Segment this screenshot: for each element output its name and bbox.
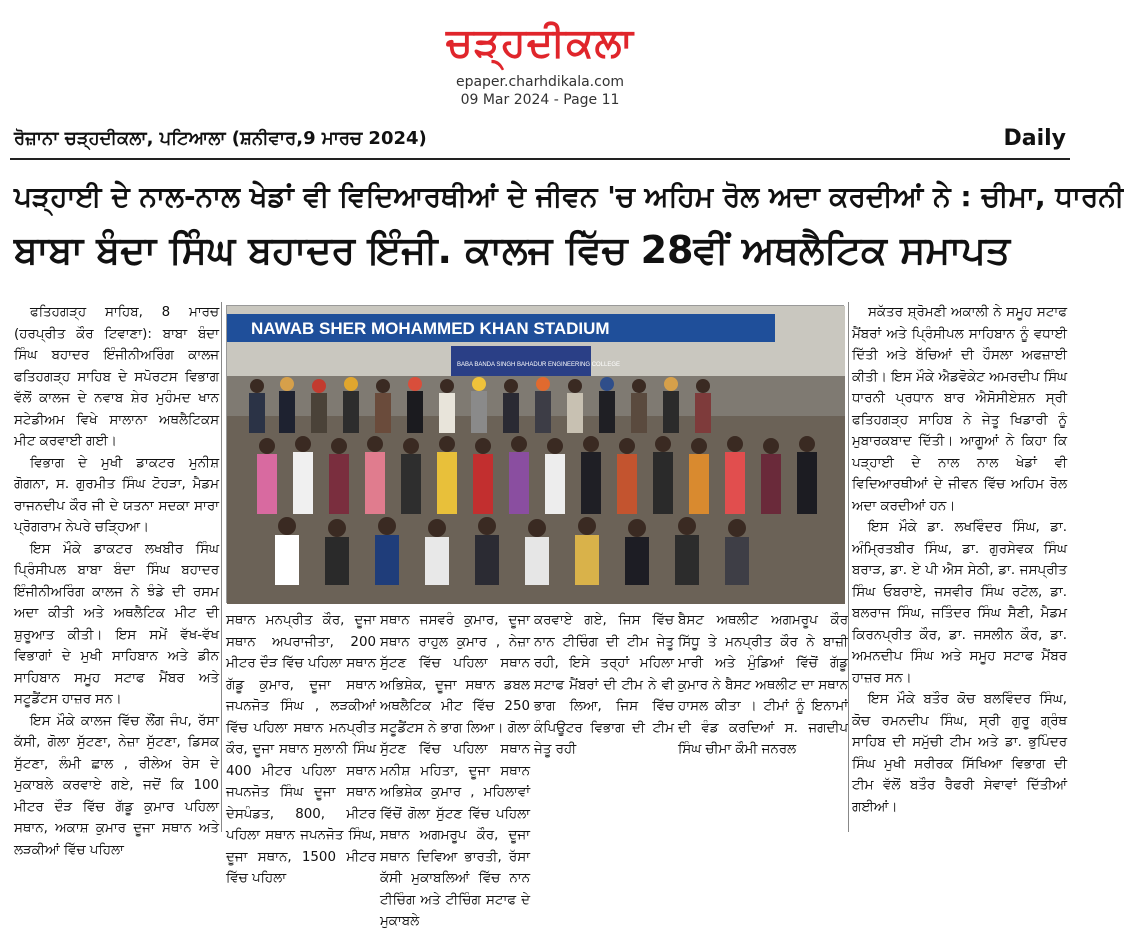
newspaper-logo: ਚੜ੍ਹਦੀਕਲਾ	[446, 20, 634, 66]
article-column-6	[852, 302, 1067, 832]
stadium-sign-text: NAWAB SHER MOHAMMED KHAN STADIUM	[251, 319, 610, 338]
paragraph: ਇਸ ਮੌਕੇ ਬਤੌਰ ਕੋਚ ਬਲਵਿੰਦਰ ਸਿੰਘ, ਕੋਚ ਰਮਨਦੀਪ ਸਿੰਘ, ਸ੍ਰੀ ਗੁਰੂ ਗ੍ਰੰਥ ਸਾਹਿਬ ਦੀ ਸਮੁੱਚੀ ਟੀਮ ਅਤੇ ਡਾ. ਭੁਪਿੰਦਰ ਸਿੰਘ ਮੁਖੀ ਸਰੀਰਕ ਸਿੱਖਿਆ ਵਿਭਾਗ ਦੀ ਟੀਮ ਵੱਲੋਂ ਬਤੌਰ ਰੈਫਰੀ ਸੇਵਾਵਾਂ ਦਿੱਤੀਆਂ ਗਈਆਂ।	[852, 692, 1067, 815]
paragraph: ਫਤਿਹਗੜ੍ਹ ਸਾਹਿਬ, 8 ਮਾਰਚ (ਹਰਪ੍ਰੀਤ ਕੌਰ ਟਿਵਾਣਾ): ਬਾਬਾ ਬੰਦਾ ਸਿੰਘ ਬਹਾਦਰ ਇੰਜੀਨੀਅਰਿੰਗ ਕਾਲਜ ਫਤਿਹਗੜ੍ਹ ਸਾਹਿਬ ਦੇ ਸਪੋਰਟਸ ਵਿਭਾਗ ਵੱਲੋਂ ਕਾਲਜ ਦੇ ਨਵਾਬ ਸ਼ੇਰ ਮੁਹੰਮਦ ਖਾਨ ਸਟੇਡੀਅਮ ਵਿਖੇ ਸਾਲਾਨਾ ਅਥਲੈਟਿਕਸ ਮੀਟ ਕਰਵਾਈ ਗਈ।	[14, 305, 219, 449]
column-divider	[221, 302, 222, 832]
article-column-3: ਸਥਾਨ ਜਸਵਰੰ ਕੁਮਾਰ, ਦੂਜਾ ਸਥਾਨ ਰਾਹੁਲ ਕੁਮਾਰ , ਨੇਜ਼ਾ ਸੁੱਟਣ ਵਿੱਚ ਪਹਿਲਾ ਸਥਾਨ ਅਭਿਸ਼ੇਕ, ਦੂਜਾ ਸਥਾਨ ਡਬਲ ਅਥਲੈਟਿਕ ਮੀਟ ਵਿੱਚ 250 ਸਟੂਡੈਂਟਸ ਨੇ ਭਾਗ ਲਿਆ। ਗੋਲਾ ਸੁੱਟਣ ਵਿੱਚ ਪਹਿਲਾ ਸਥਾਨ ਮਨੀਸ਼ ਮਹਿਤਾ, ਦੂਜਾ ਸਥਾਨ ਅਭਿਸ਼ੇਕ ਕੁਮਾਰ , ਮਹਿਲਾਵਾਂ ਵਿੱਚੋਂ ਗੋਲਾ ਸੁੱਟਣ ਵਿੱਚ ਪਹਿਲਾ ਸਥਾਨ ਅਗਮਰੂਪ ਕੌਰ, ਦੂਜਾ ਸਥਾਨ ਦਿਵਿਆ ਭਾਰਤੀ, ਰੱਸਾ ਕੱਸੀ ਮੁਕਾਬਲਿਆਂ ਵਿੱਚ ਨਾਨ ਟੀਚਿੰਗ ਅਤੇ ਟੀਚਿੰਗ ਸਟਾਫ ਦੇ ਮੁਕਾਬਲੇ	[380, 613, 530, 929]
date-page: 09 Mar 2024 - Page 11	[460, 92, 620, 108]
paper-line: ਰੋਜ਼ਾਨਾ ਚੜ੍ਹਦੀਕਲਾ, ਪਟਿਆਲਾ (ਸ਼ਨੀਵਾਰ,9 ਮਾਰਚ 2024)	[14, 128, 427, 149]
paragraph: ਸਕੱਤਰ ਸ਼੍ਰੋਮਣੀ ਅਕਾਲੀ ਨੇ ਸਮੂਹ ਸਟਾਫ ਮੈਂਬਰਾਂ ਅਤੇ ਪ੍ਰਿੰਸੀਪਲ ਸਾਹਿਬਾਨ ਨੂੰ ਵਧਾਈ ਦਿੱਤੀ ਅਤੇ ਬੱਚਿਆਂ ਦੀ ਹੌਸਲਾ ਅਫਜ਼ਾਈ ਕੀਤੀ। ਇਸ ਮੌਕੇ ਐਡਵੋਕੇਟ ਅਮਰਦੀਪ ਸਿੰਘ ਧਾਰਨੀ ਪ੍ਰਧਾਨ ਬਾਰ ਐਸੋਸੀਏਸ਼ਨ ਸ੍ਰੀ ਫਤਿਹਗੜ੍ਹ ਸਾਹਿਬ ਨੇ ਜੇਤੂ ਖਿਡਾਰੀ ਨੂੰ ਮੁਬਾਰਕਬਾਦ ਦਿੱਤੀ। ਆਗੂਆਂ ਨੇ ਕਿਹਾ ਕਿ ਪੜ੍ਹਾਈ ਦੇ ਨਾਲ ਨਾਲ ਖੇਡਾਂ ਵੀ ਵਿਦਿਆਰਥੀਆਂ ਦੇ ਜੀਵਨ ਵਿੱਚ ਅਹਿਮ ਰੋਲ ਅਦਾ ਕਰਦੀਆਂ ਹਨ।	[852, 305, 1067, 514]
article-column-2: ਸਥਾਨ ਮਨਪ੍ਰੀਤ ਕੌਰ, ਦੂਜਾ ਸਥਾਨ ਅਪਰਾਜੀਤਾ, 200 ਮੀਟਰ ਦੌੜ ਵਿੱਚ ਪਹਿਲਾ ਸਥਾਨ ਗੱਡੂ ਕੁਮਾਰ, ਦੂਜਾ ਸਥਾਨ ਜਪਨਜੋਤ ਸਿੰਘ , ਲੜਕੀਆਂ ਵਿੱਚ ਪਹਿਲਾ ਸਥਾਨ ਮਨਪ੍ਰੀਤ ਕੌਰ, ਦੂਜਾ ਸਥਾਨ ਸੁਲਾਨੀ ਸਿੰਘ 400 ਮੀਟਰ ਪਹਿਲਾ ਸਥਾਨ ਜਪਨਜੋਤ ਸਿੰਘ ਦੂਜਾ ਸਥਾਨ ਦੇਸਪੰਡਤ, 800, ਮੀਟਰ ਪਹਿਲਾ ਸਥਾਨ ਜਪਨਜੋਤ ਸਿੰਘ, ਦੂਜਾ ਸਥਾਨ, 1500 ਮੀਟਰ ਵਿੱਚ ਪਹਿਲਾ	[226, 613, 376, 886]
epaper-url[interactable]: epaper.charhdikala.com	[455, 74, 625, 90]
headline-top: ਪੜ੍ਹਾਈ ਦੇ ਨਾਲ-ਨਾਲ ਖੇਡਾਂ ਵੀ ਵਿਦਿਆਰਥੀਆਂ ਦੇ ਜੀਵਨ 'ਚ ਅਹਿਮ ਰੋਲ ਅਦਾ ਕਰਦੀਆਂ ਨੇ : ਚੀਮਾ, ਧਾਰਨੀ	[14, 180, 1124, 213]
column-divider	[848, 302, 849, 832]
paragraph: ਵਿਭਾਗ ਦੇ ਮੁਖੀ ਡਾਕਟਰ ਮੁਨੀਸ਼ ਗੋਗਨਾ, ਸ. ਗੁਰਮੀਤ ਸਿੰਘ ਟੋਹੜਾ, ਮੈਡਮ ਰਾਜਨਦੀਪ ਕੌਰ ਜੀ ਦੇ ਯਤਨਾ ਸਦਕਾ ਸਾਰਾ ਪ੍ਰੋਗਰਾਮ ਨੇਪਰੇ ਚੜ੍ਹਿਆ।	[14, 455, 219, 535]
paragraph: ਇਸ ਮੌਕੇ ਡਾ. ਲਖਵਿੰਦਰ ਸਿੰਘ, ਡਾ. ਅੰਮ੍ਰਿਤਬੀਰ ਸਿੰਘ, ਡਾ. ਗੁਰਸੇਵਕ ਸਿੰਘ ਬਰਾੜ, ਡਾ. ਏ ਪੀ ਐਸ ਸੇਠੀ, ਡਾ. ਜਸਪ੍ਰੀਤ ਸਿੰਘ ਓਬਰਾਏ, ਜਸਵੀਰ ਸਿੰਘ ਰਟੋਲ, ਡਾ. ਬਲਰਾਜ ਸਿੰਘ, ਜਤਿੰਦਰ ਸਿੰਘ ਸੈਣੀ, ਮੈਡਮ ਕਿਰਨਪ੍ਰੀਤ ਕੌਰ, ਡਾ. ਜਸਲੀਨ ਕੌਰ, ਡਾ. ਅਮਨਦੀਪ ਸਿੰਘ ਅਤੇ ਸਮੂਹ ਸਟਾਫ ਮੈਂਬਰ ਹਾਜ਼ਰ ਸਨ।	[852, 520, 1067, 686]
edition-label: Daily	[1003, 126, 1066, 151]
college-banner-text: BABA BANDA SINGH BAHADUR ENGINEERING COLLEGE	[457, 362, 621, 368]
paragraph: ਇਸ ਮੌਕੇ ਡਾਕਟਰ ਲਖਬੀਰ ਸਿੰਘ ਪ੍ਰਿੰਸੀਪਲ ਬਾਬਾ ਬੰਦਾ ਸਿੰਘ ਬਹਾਦਰ ਇੰਜੀਨੀਅਰਿੰਗ ਕਾਲਜ ਨੇ ਝੰਡੇ ਦੀ ਰਸਮ ਅਦਾ ਕੀਤੀ ਅਤੇ ਅਥਲੈਟਿਕ ਮੀਟ ਦੀ ਸ਼ੁਰੂਆਤ ਕੀਤੀ। ਇਸ ਸਮੇਂ ਵੱਖ-ਵੱਖ ਵਿਭਾਗਾਂ ਦੇ ਮੁਖੀ ਸਾਹਿਬਾਨ ਅਤੇ ਡੀਨ ਸਾਹਿਬਾਨ ਸਮੂਹ ਸਟਾਫ ਮੈਂਬਰ ਅਤੇ ਸਟੂਡੈਂਟਸ ਹਾਜ਼ਰ ਸਨ।	[14, 541, 219, 707]
group-photo-image	[227, 306, 845, 604]
article-column-1	[14, 302, 219, 858]
header-rule	[10, 158, 1070, 160]
article-column-5: ਬੈਸਟ ਅਥਲੀਟ ਅਗਮਰੂਪ ਕੌਰ ਸਿੱਧੂ ਤੇ ਮਨਪ੍ਰੀਤ ਕੌਰ ਨੇ ਬਾਜ਼ੀ ਮਾਰੀ ਅਤੇ ਮੁੰਡਿਆਂ ਵਿੱਚੋਂ ਗੱਡੂ ਕੁਮਾਰ ਨੇ ਬੈਸਟ ਅਥਲੀਟ ਦਾ ਸਥਾਨ ਹਾਸਲ ਕੀਤਾ । ਟੀਮਾਂ ਨੂੰ ਇਨਾਮਾਂ ਦੀ ਵੰਡ ਕਰਦਿਆਂ ਸ. ਜਗਦੀਪ ਸਿੰਘ ਚੀਮਾ ਕੌਮੀ ਜਨਰਲ	[678, 613, 848, 757]
paragraph: ਇਸ ਮੌਕੇ ਕਾਲਜ ਵਿੱਚ ਲੌਂਗ ਜੰਪ, ਰੱਸਾ ਕੱਸੀ, ਗੋਲਾ ਸੁੱਟਣਾ, ਨੇਜ਼ਾ ਸੁੱਟਣਾ, ਡਿਸਕ ਸੁੱਟਣਾ, ਲੰਮੀ ਛਾਲ , ਰੀਲੇਅ ਰੇਸ ਦੇ ਮੁਕਾਬਲੇ ਕਰਵਾਏ ਗਏ, ਜਦੋਂ ਕਿ 100 ਮੀਟਰ ਦੌੜ ਵਿੱਚ ਗੱਡੂ ਕੁਮਾਰ ਪਹਿਲਾ ਸਥਾਨ, ਅਕਾਸ਼ ਕੁਮਾਰ ਦੂਜਾ ਸਥਾਨ ਅਤੇ ਲੜਕੀਆਂ ਵਿੱਚ ਪਹਿਲਾ	[14, 713, 219, 858]
headline-main: ਬਾਬਾ ਬੰਦਾ ਸਿੰਘ ਬਹਾਦਰ ਇੰਜੀ. ਕਾਲਜ ਵਿੱਚ 28ਵੀਂ ਅਥਲੈਟਿਕ ਸਮਾਪਤ	[14, 228, 1011, 272]
event-photo	[226, 305, 844, 603]
article-column-4: ਕਰਵਾਏ ਗਏ, ਜਿਸ ਵਿੱਚ ਨਾਨ ਟੀਚਿੰਗ ਦੀ ਟੀਮ ਜੇਤੂ ਰਹੀ, ਇਸੇ ਤਰ੍ਹਾਂ ਮਹਿਲਾ ਸਟਾਫ ਮੈਂਬਰਾਂ ਦੀ ਟੀਮ ਨੇ ਵੀ ਭਾਗ ਲਿਆ, ਜਿਸ ਵਿੱਚ ਕੰਪਿਊਟਰ ਵਿਭਾਗ ਦੀ ਟੀਮ ਜੇਤੂ ਰਹੀ	[534, 613, 674, 757]
